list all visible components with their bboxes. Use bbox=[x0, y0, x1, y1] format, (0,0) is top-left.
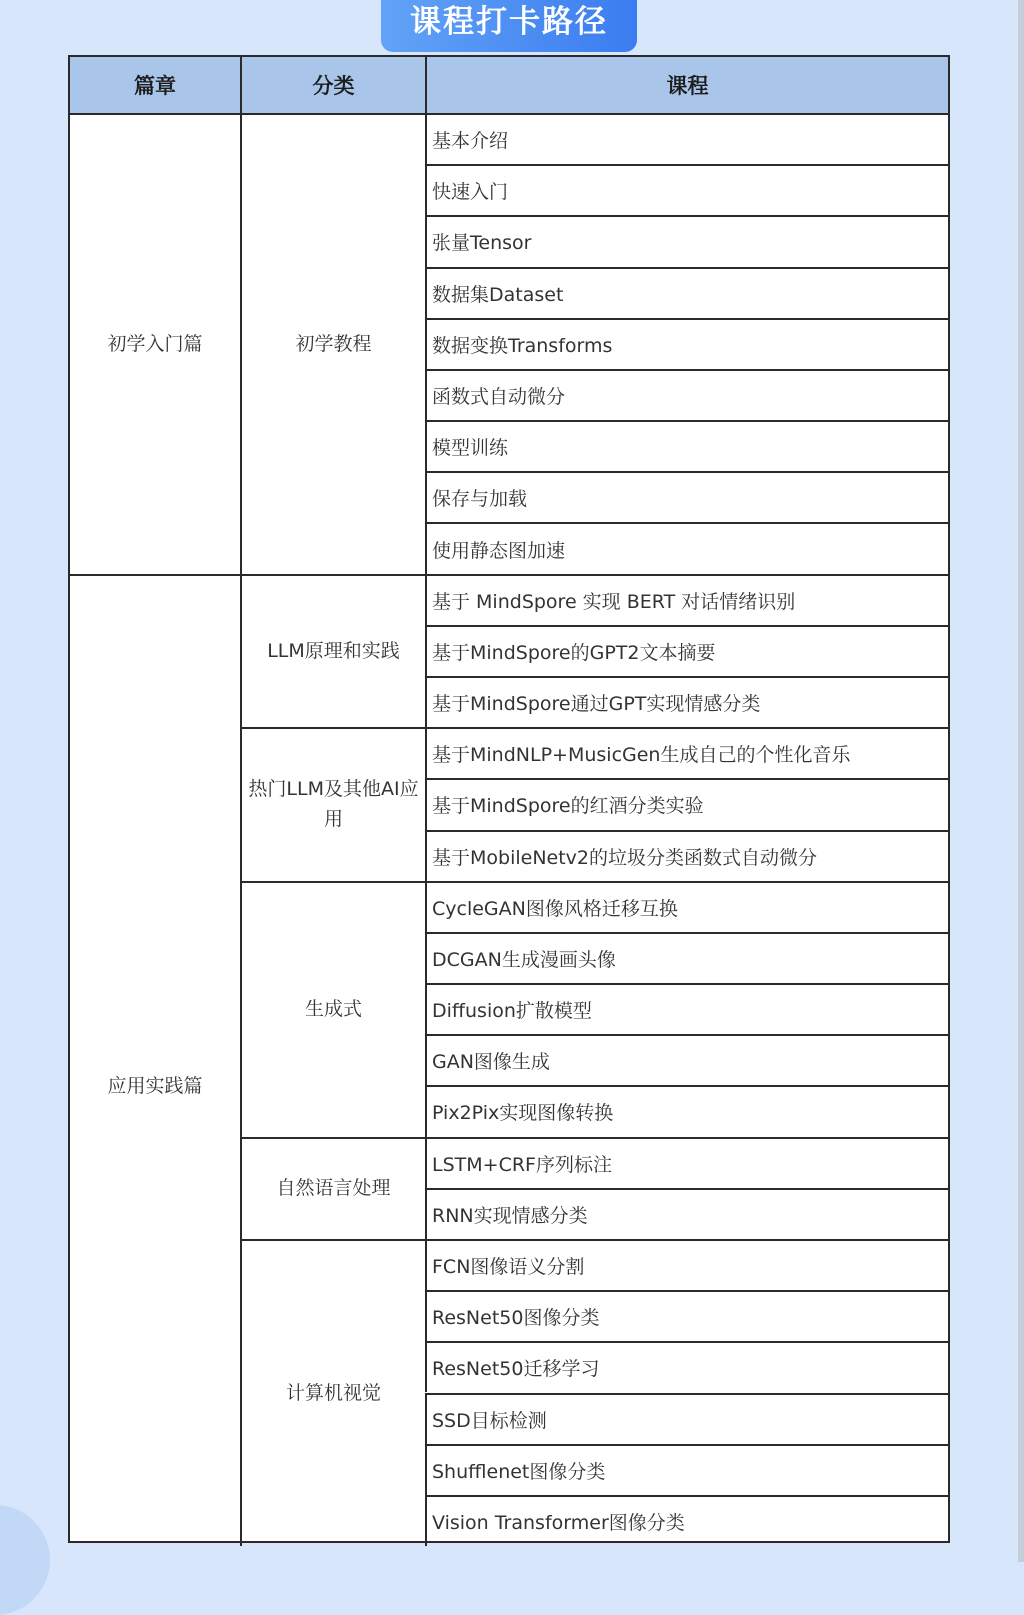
category-cell: LLM原理和实践 bbox=[240, 574, 425, 728]
course-cell: 保存与加载 bbox=[425, 471, 948, 522]
course-cell: LSTM+CRF序列标注 bbox=[425, 1137, 948, 1188]
category-cell: 自然语言处理 bbox=[240, 1137, 425, 1239]
course-cell: 快速入门 bbox=[425, 164, 948, 215]
course-cell: 基于MindSpore的红酒分类实验 bbox=[425, 778, 948, 829]
course-cell: FCN图像语义分割 bbox=[425, 1239, 948, 1290]
course-cell: 基于MindNLP+MusicGen生成自己的个性化音乐 bbox=[425, 727, 948, 778]
course-cell: SSD目标检测 bbox=[425, 1393, 948, 1444]
chapter-cell: 初学入门篇 bbox=[70, 113, 240, 574]
course-cell: 基本介绍 bbox=[425, 113, 948, 164]
course-cell: 使用静态图加速 bbox=[425, 522, 948, 573]
course-cell: 张量Tensor bbox=[425, 215, 948, 266]
course-cell: 函数式自动微分 bbox=[425, 369, 948, 420]
category-cell: 计算机视觉 bbox=[240, 1239, 425, 1546]
course-cell: RNN实现情感分类 bbox=[425, 1188, 948, 1239]
header-category: 分类 bbox=[240, 57, 425, 113]
course-cell: ResNet50迁移学习 bbox=[425, 1341, 948, 1392]
course-cell: 模型训练 bbox=[425, 420, 948, 471]
course-cell: 基于MobileNetv2的垃圾分类函数式自动微分 bbox=[425, 830, 948, 881]
category-cell: 热门LLM及其他AI应用 bbox=[240, 727, 425, 881]
course-cell: 数据集Dataset bbox=[425, 267, 948, 318]
course-cell: CycleGAN图像风格迁移互换 bbox=[425, 881, 948, 932]
course-cell: 基于MindSpore通过GPT实现情感分类 bbox=[425, 676, 948, 727]
course-cell: Pix2Pix实现图像转换 bbox=[425, 1085, 948, 1136]
category-cell: 生成式 bbox=[240, 881, 425, 1137]
background-decoration bbox=[0, 1505, 50, 1615]
page-title: 课程打卡路径 bbox=[381, 0, 637, 52]
course-cell: GAN图像生成 bbox=[425, 1034, 948, 1085]
window-edge bbox=[1018, 0, 1024, 1562]
course-path-table bbox=[68, 55, 950, 1543]
header-course: 课程 bbox=[425, 57, 948, 113]
course-cell: 数据变换Transforms bbox=[425, 318, 948, 369]
course-cell: DCGAN生成漫画头像 bbox=[425, 932, 948, 983]
chapter-cell: 应用实践篇 bbox=[70, 574, 240, 1598]
course-cell: ResNet50图像分类 bbox=[425, 1290, 948, 1341]
course-cell: Shufflenet图像分类 bbox=[425, 1444, 948, 1495]
header-chapter: 篇章 bbox=[70, 57, 240, 113]
course-cell: Vision Transformer图像分类 bbox=[425, 1495, 948, 1546]
course-cell: 基于MindSpore的GPT2文本摘要 bbox=[425, 625, 948, 676]
category-cell: 初学教程 bbox=[240, 113, 425, 574]
course-cell: 基于 MindSpore 实现 BERT 对话情绪识别 bbox=[425, 574, 948, 625]
course-cell: Diffusion扩散模型 bbox=[425, 983, 948, 1034]
